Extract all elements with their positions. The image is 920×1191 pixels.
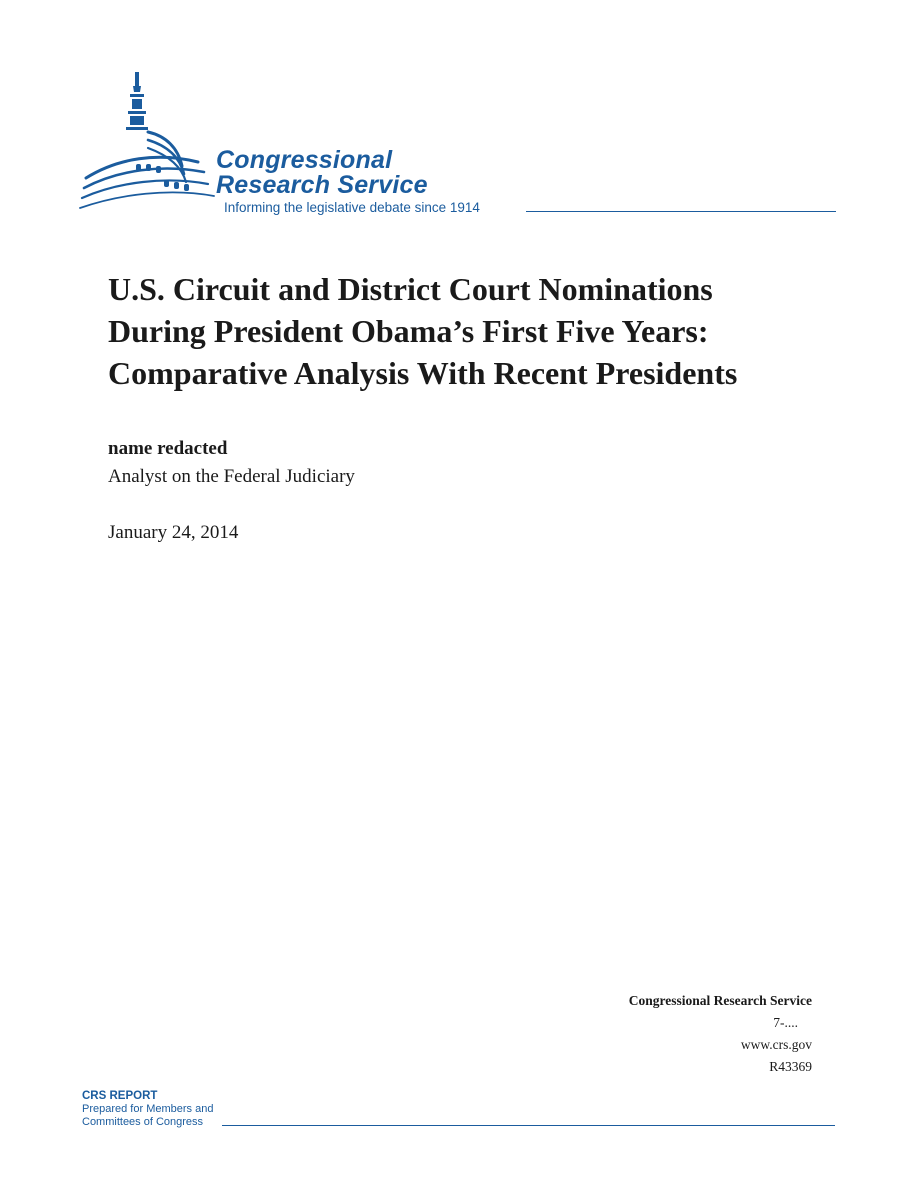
- brand-name-line2: Research Service: [216, 171, 428, 199]
- report-title-line: U.S. Circuit and District Court Nominations: [108, 271, 713, 307]
- author-role: Analyst on the Federal Judiciary: [108, 466, 355, 487]
- footer-divider: [222, 1125, 835, 1126]
- report-number: R43369: [769, 1059, 812, 1074]
- capitol-dome-icon: [78, 66, 218, 218]
- footer-line: Committees of Congress: [82, 1116, 204, 1128]
- crs-logo: [78, 66, 838, 222]
- author-name: name redacted: [108, 438, 228, 459]
- report-title: [108, 268, 848, 394]
- footer-label: CRS REPORT: [82, 1090, 158, 1102]
- report-title-line: During President Obama’s First Five Years:: [108, 313, 709, 349]
- report-title-line: Comparative Analysis With Recent Presidents: [108, 355, 738, 391]
- brand-tagline: Informing the legislative debate since 1914: [224, 200, 480, 215]
- footer-line: Prepared for Members and: [82, 1103, 214, 1115]
- publisher-info: [629, 990, 812, 1078]
- publisher-phone: 7-....: [773, 1015, 798, 1030]
- publisher-website: www.crs.gov: [740, 1037, 812, 1052]
- brand-name-line1: Congressional: [216, 146, 393, 174]
- header-divider: [526, 211, 836, 212]
- report-date: January 24, 2014: [108, 522, 239, 543]
- publisher-name: Congressional Research Service: [628, 993, 812, 1008]
- footer: [82, 1090, 842, 1135]
